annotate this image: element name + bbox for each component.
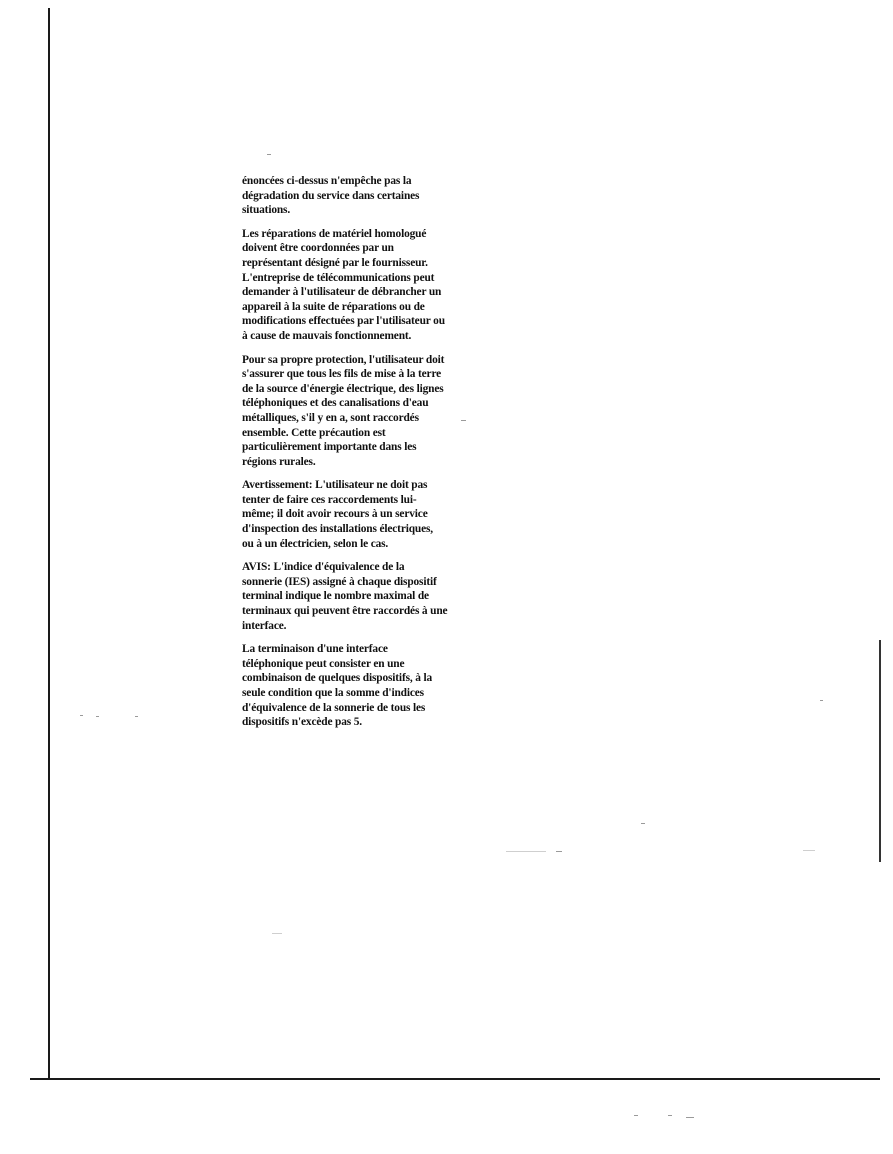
paragraph-interface-termination: La terminaison d'une interface téléphonique peut consister en une combinaison de quelques dispositifs, à la seule condition que la somme d'indices d'équivalence de la sonnerie de tous les dispositifs n'excède pas 5.	[242, 643, 433, 729]
notice-text-column	[242, 174, 474, 739]
paragraph-warning: Avertissement: L'utilisateur ne doit pas tenter de faire ces raccordements lui- même; il doit avoir recours à un service d'inspection des installations électriques, ou à un électricien, selon le cas.	[242, 479, 434, 550]
right-edge-rule	[879, 640, 881, 862]
scan-speck	[506, 851, 546, 852]
bottom-margin-rule	[30, 1078, 880, 1080]
scan-speck	[96, 716, 99, 717]
scan-speck	[634, 1115, 638, 1116]
scan-speck	[668, 1115, 672, 1116]
scan-speck	[135, 716, 138, 717]
paragraph-service-degradation: énoncées ci-dessus n'empêche pas la dégradation du service dans certaines situations.	[242, 175, 420, 217]
scan-speck	[820, 700, 823, 701]
scan-speck	[686, 1117, 694, 1118]
scan-speck	[641, 823, 645, 824]
left-margin-rule	[48, 8, 50, 1080]
paragraph-repairs: Les réparations de matériel homologué doivent être coordonnées par un représentant désigné par le fournisseur. L'entreprise de télécommunications peut demander à l'utilisateur de débrancher un appareil à la suite de réparations ou de modifications effectuées par l'utilisateur ou à cause de mauvais fonctionnement.	[242, 227, 445, 342]
paragraph-grounding-protection: Pour sa propre protection, l'utilisateur doit s'assurer que tous les fils de mise à la terre de la source d'énergie électrique, des lignes téléphoniques et des canalisations d'eau métalliques, s'il y en a, sont raccordés ensemble. Cette précaution est particulièrement importante dans les régions rurales.	[242, 353, 445, 468]
scan-speck	[272, 933, 282, 934]
scan-speck	[80, 715, 83, 716]
scan-speck	[803, 850, 815, 851]
paragraph-ringer-equivalence-notice: AVIS: L'indice d'équivalence de la sonnerie (IES) assigné à chaque dispositif terminal indique le nombre maximal de terminaux qui peuvent être raccordés à une interface.	[242, 561, 448, 632]
scan-speck	[556, 851, 562, 852]
scan-speck	[267, 154, 271, 155]
